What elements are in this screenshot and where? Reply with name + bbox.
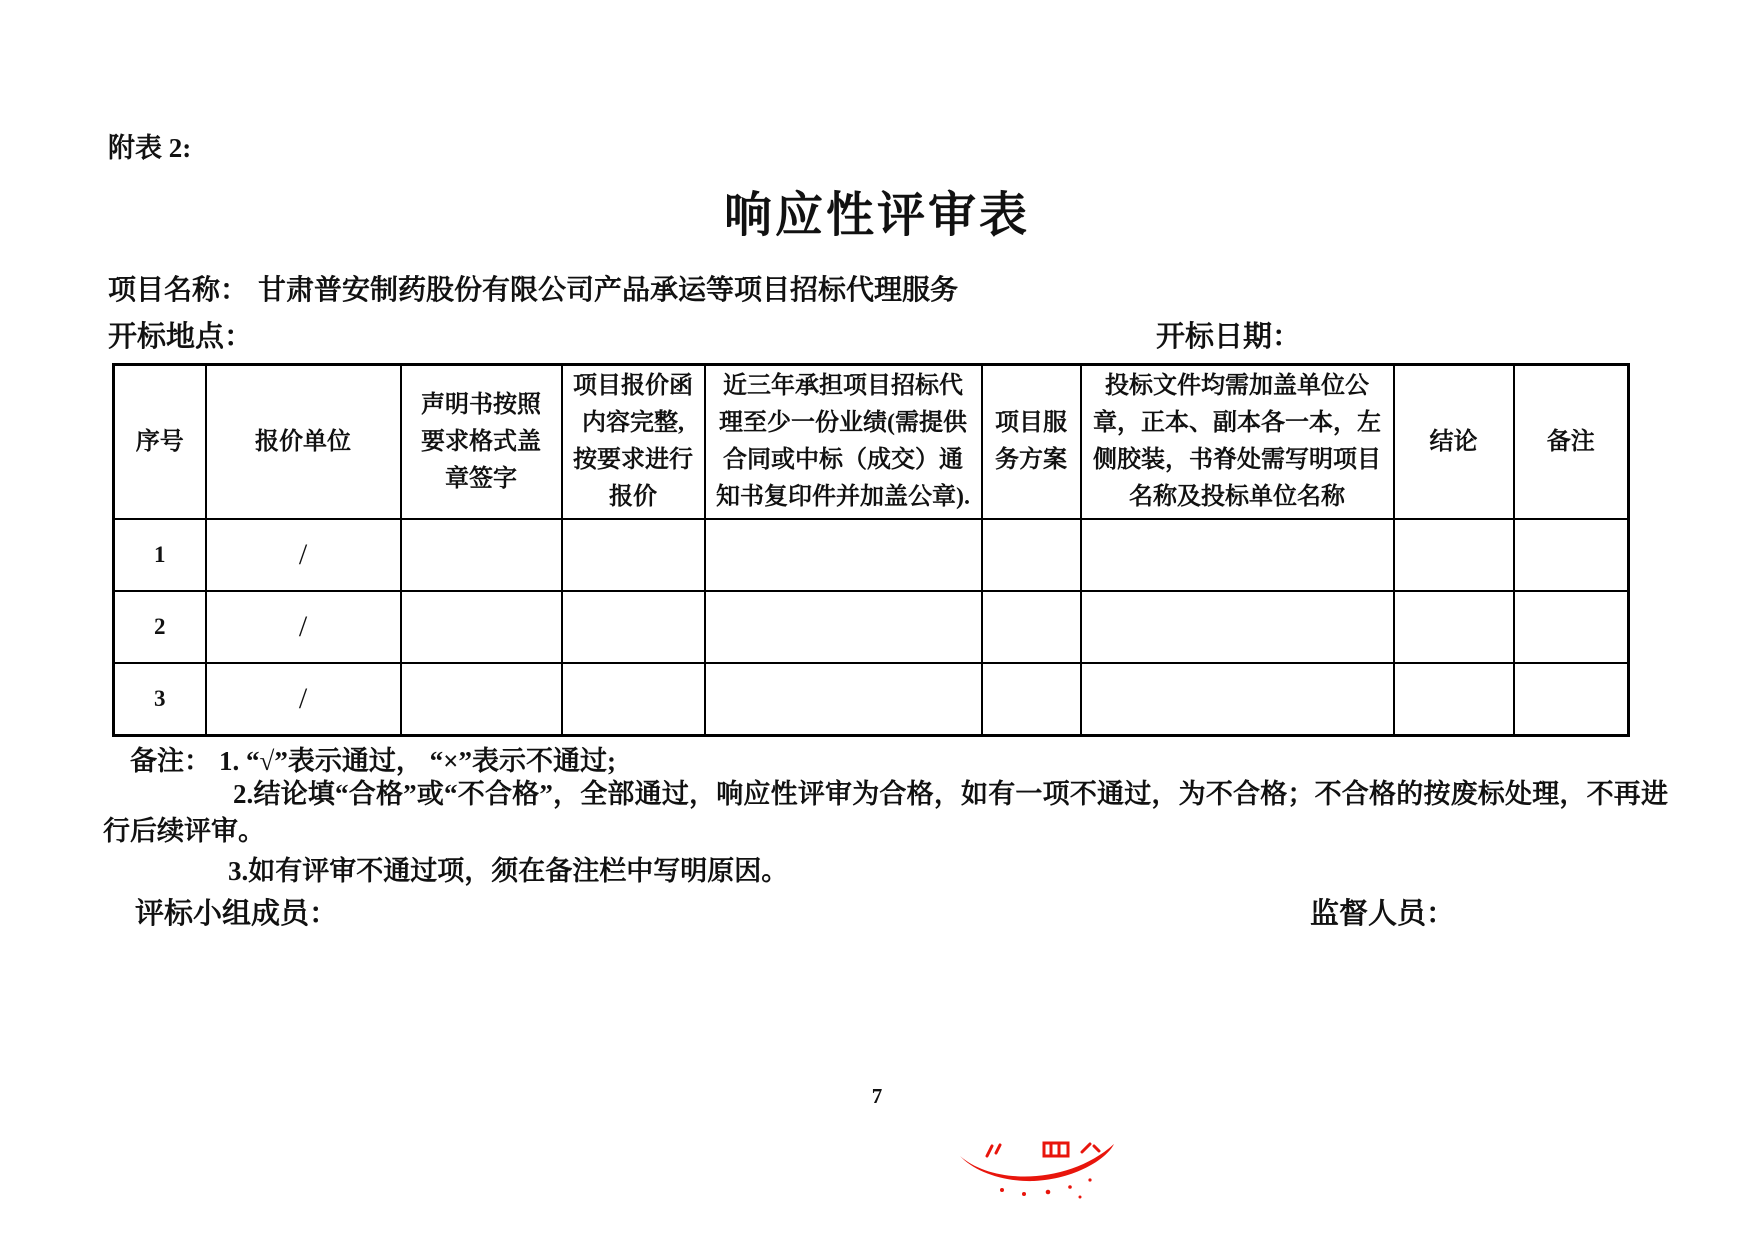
col-header-track-record: 近三年承担项目招标代理至少一份业绩(需提供合同或中标（成交）通知书复印件并加盖公章). — [705, 365, 982, 520]
bid-opening-place-label: 开标地点： — [108, 321, 254, 353]
col-header-service-plan: 项目服务方案 — [982, 365, 1081, 520]
page-title: 响应性评审表 — [723, 189, 1030, 242]
row-seq: 1 — [114, 519, 206, 591]
row-cell — [401, 663, 562, 735]
row-cell — [705, 519, 982, 591]
table-header-row — [114, 365, 1629, 520]
row-bidder: / — [206, 591, 401, 663]
row-cell — [705, 663, 982, 735]
row-cell — [1394, 519, 1514, 591]
col-header-bidder: 报价单位 — [206, 365, 401, 520]
row-cell — [1081, 663, 1394, 735]
supervisor-label: 监督人员： — [1310, 898, 1456, 930]
evaluation-team-label: 评标小组成员： — [135, 898, 339, 930]
row-cell — [705, 591, 982, 663]
project-name-value: 甘肃普安制药股份有限公司产品承运等项目招标代理服务 — [258, 275, 959, 306]
table-row — [114, 519, 1629, 591]
col-header-remarks: 备注 — [1514, 365, 1629, 520]
page-number: 7 — [871, 1084, 883, 1108]
row-cell — [1394, 591, 1514, 663]
row-cell — [982, 591, 1081, 663]
col-header-seq: 序号 — [114, 365, 206, 520]
row-cell — [1394, 663, 1514, 735]
col-header-quotation: 项目报价函内容完整,按要求进行报价 — [562, 365, 705, 520]
note-line-1 — [130, 739, 616, 778]
row-seq: 3 — [114, 663, 206, 735]
table-row — [114, 591, 1629, 663]
note-item-1: 1. “√”表示通过， “×”表示不通过; — [219, 746, 616, 776]
project-name-line — [108, 268, 958, 308]
row-cell — [982, 519, 1081, 591]
row-bidder: / — [206, 663, 401, 735]
row-cell — [982, 663, 1081, 735]
notes-label: 备注： — [130, 746, 211, 776]
row-bidder: / — [206, 519, 401, 591]
note-line-2: 2.结论填“合格”或“不合格”，全部通过，响应性评审为合格，如有一项不通过，为不合格；不合格的按废标处理，不再进行后续评审。 — [103, 779, 1668, 846]
bid-opening-date-label: 开标日期： — [1156, 321, 1302, 353]
row-cell — [1514, 519, 1629, 591]
row-seq: 2 — [114, 591, 206, 663]
row-cell — [1514, 663, 1629, 735]
col-header-conclusion: 结论 — [1394, 365, 1514, 520]
col-header-declaration: 声明书按照要求格式盖章签字 — [401, 365, 562, 520]
appendix-label: 附表 2: — [108, 133, 192, 163]
project-name-label: 项目名称： — [108, 275, 249, 306]
row-cell — [562, 591, 705, 663]
review-table — [112, 363, 1630, 737]
red-seal-fragment-icon — [952, 1140, 1122, 1202]
row-cell — [1081, 591, 1394, 663]
col-header-document-binding: 投标文件均需加盖单位公章，正本、副本各一本，左侧胶装，书脊处需写明项目名称及投标单位名称 — [1081, 365, 1394, 520]
row-cell — [562, 519, 705, 591]
row-cell — [1514, 591, 1629, 663]
table-row — [114, 663, 1629, 735]
row-cell — [401, 519, 562, 591]
note-line-3: 3.如有评审不通过项，须在备注栏中写明原因。 — [228, 856, 789, 886]
row-cell — [562, 663, 705, 735]
row-cell — [1081, 519, 1394, 591]
row-cell — [401, 591, 562, 663]
